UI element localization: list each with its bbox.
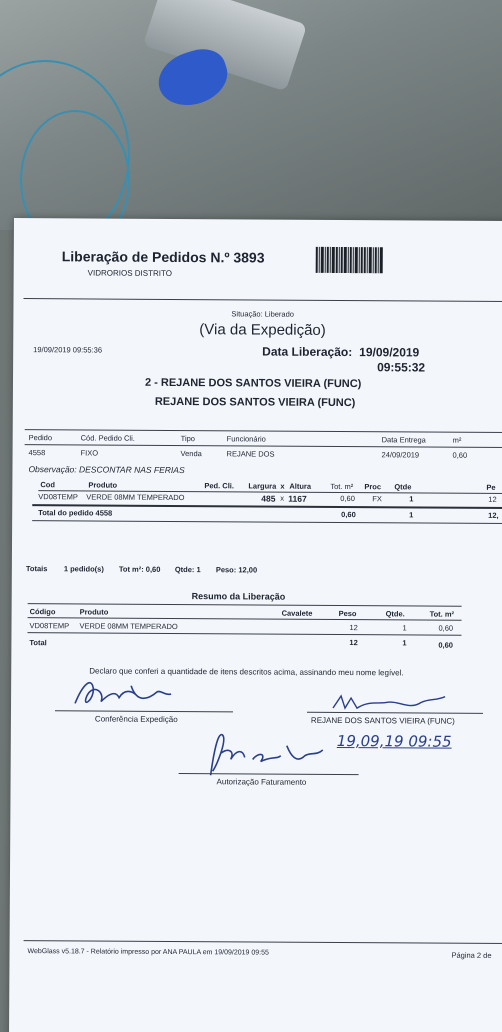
order-cell-data-entrega: 24/09/2019 [381,450,420,460]
resumo-total-label: Total [29,638,47,648]
items-cell-proc: FX [372,494,382,504]
cliente-label: REJANE DOS SANTOS VIEIRA (FUNC) [310,715,455,726]
items-total-qtde: 1 [409,510,414,520]
order-col-m2: m² [452,435,462,445]
resumo-cell-m2: 0,60 [438,623,454,633]
items-total-peso: 12, [488,510,499,520]
resumo-col-produto: Produto [79,607,109,617]
resumo-total-rule [27,632,461,636]
resumo-col-qtde: Qtde. [385,609,405,619]
order-col-tipo: Tipo [180,434,195,444]
order-cell-pedido: 4558 [28,448,46,458]
resumo-cell-peso: 12 [349,623,358,633]
items-col-peso: Pe [486,482,496,492]
resumo-col-m2: Tot. m² [429,609,455,619]
items-col-qtde: Qtde [394,482,412,492]
items-col-x: x [280,481,285,491]
order-table-header-rule [25,444,502,448]
order-observacao: Observação: DESCONTAR NAS FERIAS [28,464,185,476]
items-cell-cod: VD08TEMP [38,492,78,502]
items-cell-largura: 485 [261,493,276,504]
resumo-top-rule [28,603,462,607]
via-label: (Via da Expedição) [199,321,326,339]
items-col-ped-cli: Ped. Cli. [204,481,234,491]
order-cell-cod-cli: FIXO [80,448,99,458]
order-col-cod-cli: Cód. Pedido Cli. [80,433,135,443]
resumo-total-qtde: 1 [402,638,407,648]
document-title: Liberação de Pedidos N.º 3893 [61,248,265,266]
client-line-1: 2 - REJANE DOS SANTOS VIEIRA (FUNC) [144,376,362,391]
resumo-total-m2: 0,60 [438,640,454,650]
data-liberacao-label: Data Liberação: [262,344,353,360]
photo-background [0,0,502,230]
resumo-cell-produto: VERDE 08MM TEMPERADO [79,621,178,632]
order-col-pedido: Pedido [28,433,53,443]
totals-pedidos: 1 pedido(s) [63,564,104,574]
totals-label: Totais [25,564,48,574]
handwritten-date: 19,09,19 09:55 [336,731,452,751]
printed-document [9,218,502,1032]
items-cell-tot-m2: 0,60 [340,493,355,504]
client-line-2: REJANE DOS SANTOS VIEIRA (FUNC) [154,395,356,410]
footer-rule [24,940,502,944]
data-liberacao-date: 19/09/2019 [359,345,420,360]
items-bottom-rule [32,520,502,524]
order-col-funcionario: Funcionário [226,434,266,444]
resumo-col-peso: Peso [338,608,357,619]
items-col-proc: Proc [364,482,382,492]
resumo-total-peso: 12 [349,638,358,648]
company-name: VIDRORIOS DISTRITO [87,268,173,278]
order-cell-m2: 0,60 [452,450,468,460]
items-cell-qtde: 1 [409,494,414,504]
items-col-altura: Altura [289,481,312,491]
totals-qtde: Qtde: 1 [174,564,201,575]
order-col-data-entrega: Data Entrega [381,435,426,445]
conferencia-label: Conferência Expedição [94,714,178,725]
totals-peso: Peso: 12,00 [215,565,258,575]
autorizacao-signature [201,725,331,784]
items-col-tot-m2: Tot. m² [330,481,354,492]
resumo-col-codigo: Código [29,607,56,617]
order-cell-funcionario: REJANE DOS [226,449,275,459]
items-total-label: Total do pedido 4558 [38,508,113,518]
declaration-text: Declaro que conferi a quantidade de itens descritos acima, assinando meu nome legível. [89,666,404,678]
footer-left-text: WebGlass v5.18.7 - Relatório impresso por ANA PAULA em 19/09/2019 09:55 [27,948,269,957]
items-col-produto: Produto [88,480,118,490]
footer-page-number: Página 2 de [451,950,492,960]
items-cell-produto: VERDE 08MM TEMPERADO [86,492,185,503]
items-cell-altura: 1167 [288,493,307,504]
print-datetime: 19/09/2019 09:55:36 [33,345,103,355]
resumo-title: Resumo da Liberação [191,591,286,602]
header-rule [24,298,502,302]
resumo-cell-codigo: VD08TEMP [29,621,70,631]
barcode [316,247,383,273]
items-total-m2: 0,60 [341,510,356,520]
items-cell-peso: 12 [488,494,497,504]
items-col-largura: Largura [248,481,277,491]
items-cell-x: x [280,493,285,503]
status-situacao: Situação: Liberado [231,309,294,319]
resumo-cell-qtde: 1 [402,623,407,633]
order-table-top-rule [25,429,502,433]
data-liberacao-time: 09:55:32 [377,360,426,375]
autorizacao-label: Autorização Faturamento [216,777,307,787]
totals-m2: Tot m²: 0,60 [118,564,161,574]
resumo-col-cavalete: Cavalete [281,608,313,618]
order-cell-tipo: Venda [180,449,202,459]
items-col-cod: Cod [40,480,55,490]
